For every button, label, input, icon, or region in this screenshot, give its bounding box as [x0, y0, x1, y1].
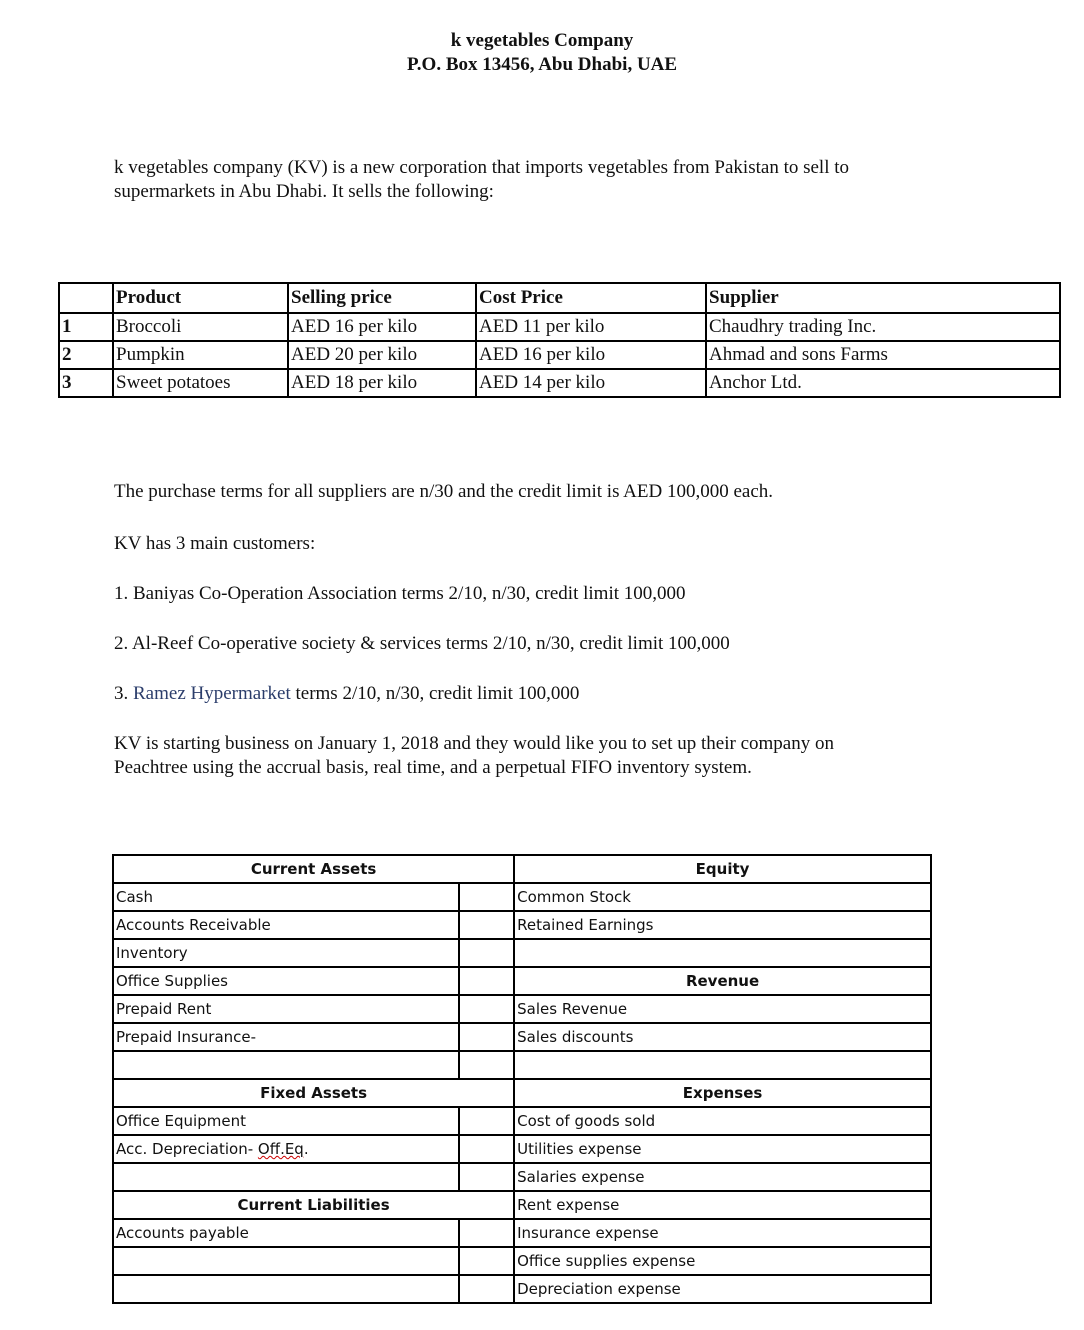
account-inventory: Inventory — [113, 939, 459, 967]
product-table — [58, 282, 1061, 398]
blank-cell — [459, 911, 515, 939]
account-office-supplies-expense: Office supplies expense — [514, 1247, 931, 1275]
table-row — [113, 995, 931, 1023]
customer-3-rest: terms 2/10, n/30, credit limit 100,000 — [290, 683, 580, 704]
table-row — [113, 1163, 931, 1191]
customer-3-name: Ramez Hypermarket — [133, 683, 291, 704]
account-accounts-receivable: Accounts Receivable — [113, 911, 459, 939]
customers-intro: KV has 3 main customers: — [114, 533, 316, 554]
table-row — [113, 1023, 931, 1051]
selling-price-cell: AED 16 per kilo — [288, 313, 476, 341]
account-retained-earnings: Retained Earnings — [514, 911, 931, 939]
account-accumulated-depreciation — [113, 1135, 459, 1163]
account-cash: Cash — [113, 883, 459, 911]
supplier-cell: Ahmad and sons Farms — [706, 341, 1060, 369]
blank-cell — [113, 1051, 459, 1079]
table-row — [113, 1107, 931, 1135]
table-row — [113, 939, 931, 967]
table-row — [113, 1219, 931, 1247]
blank-cell — [459, 1023, 515, 1051]
table-row — [113, 1079, 931, 1107]
table-row — [113, 1275, 931, 1303]
blank-cell — [459, 1163, 515, 1191]
selling-price-cell: AED 20 per kilo — [288, 341, 476, 369]
blank-cell — [459, 995, 515, 1023]
table-row — [59, 341, 1060, 369]
account-salaries-expense: Salaries expense — [514, 1163, 931, 1191]
table-row — [59, 369, 1060, 397]
account-office-equipment: Office Equipment — [113, 1107, 459, 1135]
customer-3 — [114, 682, 579, 706]
header-selling-price: Selling price — [288, 283, 476, 313]
blank-cell — [459, 1219, 515, 1247]
product-table-header — [59, 283, 1060, 313]
current-assets-title: Current Assets — [113, 855, 514, 883]
cost-price-cell: AED 11 per kilo — [476, 313, 706, 341]
blank-cell — [113, 1163, 459, 1191]
header-product: Product — [113, 283, 288, 313]
row-number: 2 — [59, 341, 113, 369]
supplier-cell: Anchor Ltd. — [706, 369, 1060, 397]
blank-cell — [459, 1135, 515, 1163]
table-row — [113, 883, 931, 911]
company-name: k vegetables Company — [450, 30, 634, 51]
row-number: 1 — [59, 313, 113, 341]
cost-price-cell: AED 16 per kilo — [476, 341, 706, 369]
blank-cell — [459, 939, 515, 967]
acc-dep-suffix: Off.Eq — [257, 1140, 304, 1158]
blank-cell — [459, 1051, 515, 1079]
account-insurance-expense: Insurance expense — [514, 1219, 931, 1247]
intro-paragraph — [114, 156, 849, 204]
product-cell: Broccoli — [113, 313, 288, 341]
customer-1: 1. Baniyas Co-Operation Association terms 2/10, n/30, credit limit 100,000 — [114, 583, 686, 604]
cost-price-cell: AED 14 per kilo — [476, 369, 706, 397]
current-liabilities-title: Current Liabilities — [113, 1191, 514, 1219]
header-supplier: Supplier — [706, 283, 1060, 313]
revenue-title: Revenue — [514, 967, 931, 995]
table-row — [113, 1051, 931, 1079]
header-cost-price: Cost Price — [476, 283, 706, 313]
row-number: 3 — [59, 369, 113, 397]
customer-3-prefix: 3. — [114, 683, 133, 704]
table-row — [113, 1247, 931, 1275]
product-cell: Pumpkin — [113, 341, 288, 369]
blank-cell — [459, 883, 515, 911]
account-sales-discounts: Sales discounts — [514, 1023, 931, 1051]
header-num-cell — [59, 283, 113, 313]
account-sales-revenue: Sales Revenue — [514, 995, 931, 1023]
blank-cell — [113, 1247, 459, 1275]
account-prepaid-rent: Prepaid Rent — [113, 995, 459, 1023]
table-row — [113, 1135, 931, 1163]
account-accounts-payable: Accounts payable — [113, 1219, 459, 1247]
purchase-terms: The purchase terms for all suppliers are n/30 and the credit limit is AED 100,000 each. — [114, 481, 774, 502]
acc-dep-end: . — [303, 1140, 309, 1158]
account-depreciation-expense: Depreciation expense — [514, 1275, 931, 1303]
blank-cell — [459, 967, 515, 995]
blank-cell — [514, 1051, 931, 1079]
account-utilities-expense: Utilities expense — [514, 1135, 931, 1163]
account-office-supplies: Office Supplies — [113, 967, 459, 995]
blank-cell — [514, 939, 931, 967]
account-prepaid-insurance: Prepaid Insurance- — [113, 1023, 459, 1051]
customer-2: 2. Al-Reef Co-operative society & services terms 2/10, n/30, credit limit 100,000 — [114, 633, 730, 654]
product-cell: Sweet potatoes — [113, 369, 288, 397]
table-row — [59, 313, 1060, 341]
closing-line-2: Peachtree using the accrual basis, real time, and a perpetual FIFO inventory system. — [114, 757, 752, 778]
table-row — [113, 967, 931, 995]
equity-title: Equity — [514, 855, 931, 883]
closing-paragraph — [114, 732, 834, 780]
blank-cell — [459, 1107, 515, 1135]
account-common-stock: Common Stock — [514, 883, 931, 911]
table-row — [113, 911, 931, 939]
table-row — [113, 1191, 931, 1219]
blank-cell — [113, 1275, 459, 1303]
closing-line-1: KV is starting business on January 1, 2018 and they would like you to set up their company on — [114, 733, 834, 754]
fixed-assets-title: Fixed Assets — [113, 1079, 514, 1107]
company-address: P.O. Box 13456, Abu Dhabi, UAE — [406, 54, 678, 75]
account-rent-expense: Rent expense — [514, 1191, 931, 1219]
intro-line-1: k vegetables company (KV) is a new corporation that imports vegetables from Pakistan to sell to — [114, 157, 850, 178]
intro-line-2: supermarkets in Abu Dhabi. It sells the following: — [114, 181, 494, 202]
blank-cell — [459, 1247, 515, 1275]
chart-of-accounts-table — [112, 854, 932, 1304]
acc-dep-prefix: Acc. Depreciation- — [116, 1140, 258, 1158]
expenses-title: Expenses — [514, 1079, 931, 1107]
selling-price-cell: AED 18 per kilo — [288, 369, 476, 397]
table-row — [113, 855, 931, 883]
account-cost-of-goods-sold: Cost of goods sold — [514, 1107, 931, 1135]
blank-cell — [459, 1275, 515, 1303]
supplier-cell: Chaudhry trading Inc. — [706, 313, 1060, 341]
